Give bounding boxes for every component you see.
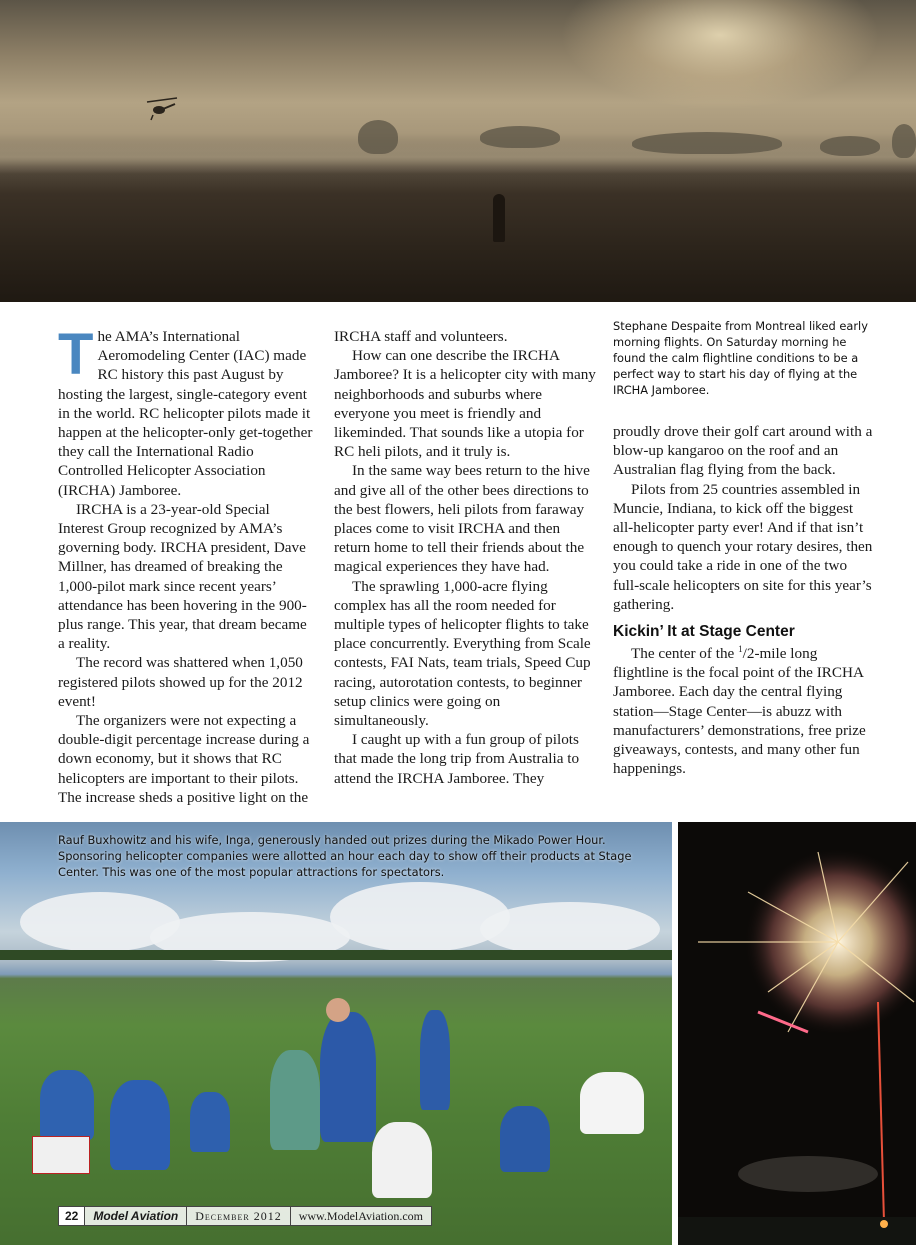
tree-silhouette (892, 124, 916, 158)
treeline (0, 950, 672, 960)
bottom-photo-caption: Rauf Buxhowitz and his wife, Inga, generously handed out prizes during the Mikado Power Hour. Sponsoring helicopter companies were allotted an hour each day to show off their products at Stage Center. This was one of the most popular attractions for spectators. (58, 833, 632, 879)
section-heading: Kickin’ It at Stage Center (613, 623, 795, 641)
fireworks-burst (678, 822, 916, 1245)
page-footer (58, 1206, 432, 1226)
cloud (480, 902, 660, 956)
top-photo-foggy-field (0, 0, 916, 302)
tree-silhouette (820, 136, 880, 156)
helicopter-icon (145, 96, 179, 122)
person-figure (500, 1106, 550, 1172)
cloud (330, 882, 510, 952)
person-figure (270, 1050, 320, 1150)
person-head (326, 998, 350, 1022)
person-figure (580, 1072, 644, 1134)
top-photo-caption: Stephane Despaite from Montreal liked early morning flights. On Saturday morning he found the calm flightline conditions to be a perfect way to start his day of flying at the IRCHA Jamboree. (613, 319, 868, 397)
tree-silhouette (632, 132, 782, 154)
paragraph: proudly drove their golf cart around with a blow-up kangaroo on the roof and an Australian flag flying from the back. (613, 423, 873, 479)
tree-silhouette (480, 126, 560, 148)
paragraph: IRCHA is a 23-year-old Special Interest Group recognized by AMA’s governing body. IRCHA president, Dave Millner, has dreamed of breaking the 1,000-pilot mark since recent years’ attendance has been hovering in the 900-plus range. This year, that dream became a reality. (58, 500, 307, 653)
article-column-3 (613, 422, 875, 778)
cooler-box (32, 1136, 90, 1174)
bottom-photo-stage-center-crowd (0, 822, 672, 1245)
article-column-2 (334, 327, 596, 788)
paragraph: How can one describe the IRCHA Jamboree? It is a helicopter city with many neighborhoods and suburbs where everyone you meet is friendly and likeminded. That sounds like a utopia for RC heli pilots, and it truly is. (334, 347, 596, 461)
text-run: -mile long flightline is the focal point of the IRCHA Jamboree. Each day the central flying station—Stage Center—is abuzz with manufacturers’ demonstrations, free prize giveaways, contests, and many other fun happenings. (613, 645, 866, 778)
pilot-silhouette (493, 194, 505, 242)
page-number: 22 (58, 1206, 85, 1226)
person-figure (420, 1010, 450, 1110)
person-figure (40, 1070, 94, 1140)
person-figure (110, 1080, 170, 1170)
paragraph: The organizers were not expecting a double-digit percentage increase during a down economy, but it shows that RC helicopters are important to their pilots. The increase sheds a positive light on the (58, 712, 310, 806)
person-figure (372, 1122, 432, 1198)
paragraph (613, 644, 875, 778)
text-run: The center of the (631, 645, 739, 663)
article-column-1 (58, 322, 316, 807)
person-figure (190, 1092, 230, 1152)
fireworks-photo (678, 822, 916, 1245)
paragraph-text: he AMA’s International Aeromodeling Center (IAC) made RC history this past August by hosting the largest, single-category event in the world. RC helicopter pilots made it happen at the helicopter-only get-together they call the International Radio Controlled Helicopter Association (IRCHA) Jamboree. (58, 328, 313, 499)
paragraph: Pilots from 25 countries assembled in Muncie, Indiana, to kick off the biggest all-helicopter party ever! And if that isn’t enough to quench your rotary desires, then you could take a ride in one of the two full-scale helicopters on site for this year’s gathering. (613, 480, 873, 613)
drop-cap: T (58, 322, 94, 387)
sun-glow (560, 0, 880, 110)
person-figure (320, 1012, 376, 1142)
paragraph: I caught up with a fun group of pilots that made the long trip from Australia to attend the IRCHA Jamboree. They (334, 731, 580, 787)
magazine-name: Model Aviation (85, 1206, 187, 1226)
paragraph: The record was shattered when 1,050 registered pilots showed up for the 2012 event! (58, 654, 303, 710)
tree-silhouette (358, 120, 398, 154)
fraction-numerator: 1 (738, 643, 743, 654)
paragraph: In the same way bees return to the hive and give all of the other bees directions to the best flowers, heli pilots from faraway places come to visit IRCHA and then return home to tell their friends about the magical experiences they have had. (334, 462, 590, 576)
paragraph: The sprawling 1,000-acre flying complex has all the room needed for multiple types of helicopter flights to take place concurrently. Everything from Scale contests, FAI Nats, team trials, Speed Cup racing, autorotation contests, to beginner setup clinics were going on simultaneously. (334, 577, 591, 730)
paragraph: IRCHA staff and volunteers. (334, 328, 508, 345)
fraction-denominator: /2 (742, 645, 755, 663)
paragraph (58, 322, 316, 500)
issue-date: December 2012 (187, 1206, 290, 1226)
website-link[interactable]: www.ModelAviation.com (291, 1206, 432, 1226)
